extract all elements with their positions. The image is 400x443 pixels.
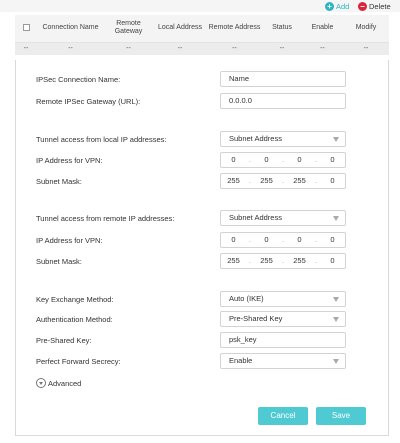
table-cell: -- [104, 42, 153, 55]
dropdown-arrow-icon [333, 297, 339, 302]
delete-label: Delete [369, 1, 391, 11]
remote-mask-label: Subnet Mask: [36, 257, 82, 266]
remote-gateway-input[interactable]: 0.0.0.0 [220, 93, 346, 109]
column-header: Local Address [153, 15, 207, 42]
advanced-label: Advanced [48, 378, 82, 388]
remote-mask-input[interactable]: 255 . 255 . 255 . 0 [220, 253, 346, 269]
column-header: Modify [343, 15, 389, 42]
local-mask-label: Subnet Mask: [36, 177, 82, 186]
remote-access-select[interactable] [220, 210, 346, 226]
ip-octet[interactable]: 0 [264, 155, 269, 164]
mask-octet[interactable]: 255 [293, 176, 306, 185]
connection-table [15, 15, 389, 55]
ip-octet[interactable]: 0 [231, 155, 236, 164]
remote-gateway-label: Remote IPSec Gateway (URL): [36, 97, 141, 106]
dropdown-arrow-icon [333, 216, 339, 221]
pfs-value: Enable [229, 356, 253, 365]
mask-octet[interactable]: 255 [260, 176, 273, 185]
ipsec-form-panel [15, 60, 389, 436]
ip-octet[interactable]: 0 [297, 235, 302, 244]
mask-octet[interactable]: 255 [227, 176, 240, 185]
psk-label: Pre-Shared Key: [36, 336, 92, 345]
advanced-toggle[interactable] [36, 378, 81, 388]
auth-method-value: Pre-Shared Key [229, 314, 283, 323]
local-mask-input[interactable]: 255 . 255 . 255 . 0 [220, 173, 346, 189]
chevron-down-icon [36, 378, 46, 388]
minus-icon: − [358, 2, 367, 11]
local-ip-input[interactable]: 0 . 0 . 0 . 0 [220, 152, 346, 168]
table-cell: -- [15, 42, 37, 55]
table-cell: -- [343, 42, 389, 55]
ip-octet[interactable]: 0 [297, 155, 302, 164]
table-cell: -- [37, 42, 104, 55]
connection-name-label: IPSec Connection Name: [36, 75, 121, 84]
ip-octet[interactable]: 0 [330, 155, 335, 164]
table-cell: -- [207, 42, 262, 55]
table-cell: -- [302, 42, 343, 55]
pfs-select[interactable] [220, 353, 346, 369]
remote-ip-input[interactable]: 0 . 0 . 0 . 0 [220, 232, 346, 248]
dropdown-arrow-icon [333, 137, 339, 142]
column-header: Remote Gateway [104, 15, 153, 42]
connection-name-input[interactable]: Name [220, 71, 346, 87]
mask-octet[interactable]: 0 [330, 256, 335, 265]
select-all-cell[interactable] [15, 15, 37, 42]
toolbar [0, 0, 400, 12]
cancel-button[interactable]: Cancel [258, 407, 308, 425]
auth-method-select[interactable] [220, 311, 346, 327]
auth-method-label: Authentication Method: [36, 315, 113, 324]
delete-button[interactable] [358, 1, 391, 11]
psk-input[interactable]: psk_key [220, 332, 346, 348]
pfs-label: Perfect Forward Secrecy: [36, 357, 121, 366]
table-header [15, 15, 389, 42]
save-button[interactable]: Save [316, 407, 366, 425]
remote-access-label: Tunnel access from remote IP addresses: [36, 214, 175, 223]
local-ip-label: IP Address for VPN: [36, 156, 103, 165]
mask-octet[interactable]: 0 [330, 176, 335, 185]
local-access-value: Subnet Address [229, 134, 282, 143]
add-label: Add [336, 1, 350, 11]
table-row [15, 42, 389, 55]
mask-octet[interactable]: 255 [260, 256, 273, 265]
mask-octet[interactable]: 255 [227, 256, 240, 265]
key-exchange-value: Auto (IKE) [229, 294, 264, 303]
remote-access-value: Subnet Address [229, 213, 282, 222]
plus-icon: + [325, 2, 334, 11]
table-cell: -- [262, 42, 302, 55]
local-access-select[interactable] [220, 131, 346, 147]
ip-octet[interactable]: 0 [330, 235, 335, 244]
table-cell: -- [153, 42, 207, 55]
ip-octet[interactable]: 0 [231, 235, 236, 244]
dropdown-arrow-icon [333, 317, 339, 322]
key-exchange-label: Key Exchange Method: [36, 295, 114, 304]
column-header: Status [262, 15, 302, 42]
select-all-checkbox[interactable] [23, 24, 30, 31]
key-exchange-select[interactable] [220, 291, 346, 307]
local-access-label: Tunnel access from local IP addresses: [36, 135, 167, 144]
add-button[interactable] [325, 1, 349, 11]
column-header: Connection Name [37, 15, 104, 42]
column-header: Remote Address [207, 15, 262, 42]
dropdown-arrow-icon [333, 359, 339, 364]
mask-octet[interactable]: 255 [293, 256, 306, 265]
column-header: Enable [302, 15, 343, 42]
remote-ip-label: IP Address for VPN: [36, 236, 103, 245]
ip-octet[interactable]: 0 [264, 235, 269, 244]
